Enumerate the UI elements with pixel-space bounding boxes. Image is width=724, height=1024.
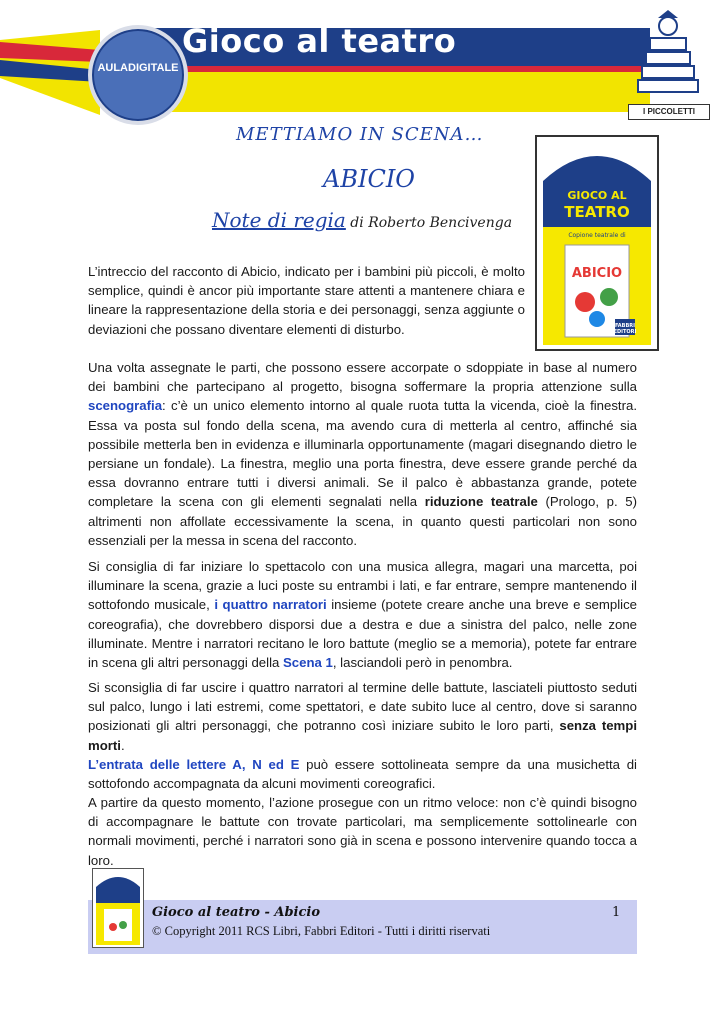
cover-book-name: ABICIO <box>571 266 623 281</box>
entrata-lettere-highlight: L’entrata delle lettere A, N ed E <box>88 757 300 772</box>
riduzione-teatrale-highlight: riduzione teatrale <box>424 494 538 510</box>
footer-title: Gioco al teatro - Abicio <box>152 905 321 920</box>
p5-text-b: può essere sottolineata sempre da una musichetta di sottofondo accompagnata da alcuni movimenti coreografici. <box>88 757 637 792</box>
heading-abicio: ABICIO <box>323 165 415 193</box>
cover-title-bottom: TEATRO <box>564 203 630 221</box>
paragraph-intro: L’intreccio del racconto di Abicio, indicato per i bambini più piccoli, è molto semplice, quindi è ancor più importante stare attenti a mantenere chiara e lineare la rappresentazione della storia e dei personaggi, senza aggiunte o deviazioni che possano diventare elementi di disturbo. <box>88 264 525 337</box>
heading-mettiamo: METTIAMO IN SCENA… <box>236 124 484 145</box>
thumbnail-art <box>93 869 143 947</box>
scenografia-highlight: scenografia <box>88 398 163 414</box>
p2-text-e: (Prologo, p. 5) altrimenti non affollate eccessivamente la scena, in quanto questi particolari non sono essenziali per la messa in scena del racconto. <box>88 494 637 548</box>
p4-text-a: Si sconsiglia di far uscire i quattro narratori al termine delle battute, lasciateli piuttosto seduti sul palco, lungo i lati estremi, come spettatori, e date subito luce al centro, dove si saranno posizionati gli altri personaggi, che potranno così iniziare subito le loro parti, <box>88 680 637 734</box>
cover-subtitle: Copione teatrale di <box>568 232 626 239</box>
p2-text-c: : c’è un unico elemento intorno al quale ruota tutta la vicenda, cioè la finestra. Essa va posta sul fondo della scena, ma avendo cura di metterla al centro, affinché sia possibile metterla ben in evidenza e illuminarla opportunamente (magari disegnando dietro le persiane un fondale). La finestra, meglio una porta finestra, deve essere grande perché da essa dovranno entrare tutti i diversi animali. Se il palco è abbastanza grande, potete completare la scena con gli elementi segnalati nella <box>88 398 637 510</box>
paragraph-entrata-lettere <box>88 755 637 793</box>
cover-publisher-top: FABBRI <box>614 323 636 329</box>
quattro-narratori-highlight: i quattro narratori <box>214 597 327 613</box>
header-title: Gioco al teatro <box>182 22 457 60</box>
paragraph-narratori <box>88 557 637 672</box>
page-header <box>0 0 724 135</box>
p3-text-c: insieme (potete creare anche una breve e semplice coreografia), che dovrebbero disporsi due a destra e due a sinistra del palco, nelle zone illuminate. Mentre i narratori recitano le loro battute (meglio se a memoria), potete far entrare in scena gli altri personaggi della <box>88 597 638 671</box>
book-cover <box>535 135 659 351</box>
brand-label: I PICCOLETTI <box>628 104 710 120</box>
paragraph-ritmo: A partire da questo momento, l’azione prosegue con un ritmo veloce: non c’è quindi bisogno di accompagnare le battute con trovate particolari, ma semplicemente sottolinearle con normali movimenti, perché i narratori sono già in scena e possono intervenire quando tocca a loro. <box>88 795 637 868</box>
scena-1-highlight: Scena 1 <box>283 655 333 671</box>
footer-book-thumbnail <box>92 868 144 948</box>
p3-text-e: , lasciandoli però in penombra. <box>332 655 513 671</box>
p3-text-a: Si consiglia di far iniziare lo spettacolo con una musica allegra, magari una marcetta, poi illuminare la scena, grazie a luci poste su entrambi i lati, e far entrare, sempre mantenendo il sottofondo musicale, <box>88 559 637 613</box>
heading-note-di-regia <box>212 208 512 232</box>
cover-art <box>537 137 657 349</box>
page-number: 1 <box>612 905 621 920</box>
cover-publisher-bottom: EDITORI <box>613 329 637 335</box>
auladigitale-logo <box>88 25 188 125</box>
piccoletti-logo <box>628 10 708 120</box>
paragraph-sconsiglia <box>88 678 637 755</box>
books-stack-icon <box>628 10 708 106</box>
note-di-regia: Note di regia <box>212 208 346 232</box>
paragraph-scenografia <box>88 358 637 550</box>
p2-text-a: Una volta assegnate le parti, che possono essere accorpate o sdoppiate in base al numero dei bambini che partecipano al progetto, bisogna soffermare la propria attenzione sulla <box>88 360 637 395</box>
p4-text-c: . <box>120 737 125 753</box>
logo-label: AULADIGITALE <box>97 62 179 74</box>
cover-title-top: GIOCO AL <box>567 189 627 202</box>
author-line: di Roberto Bencivenga <box>345 215 513 231</box>
senza-tempi-morti-highlight: senza tempi morti <box>88 718 637 753</box>
footer-copyright: © Copyright 2011 RCS Libri, Fabbri Editori - Tutti i diritti riservati <box>152 924 491 938</box>
